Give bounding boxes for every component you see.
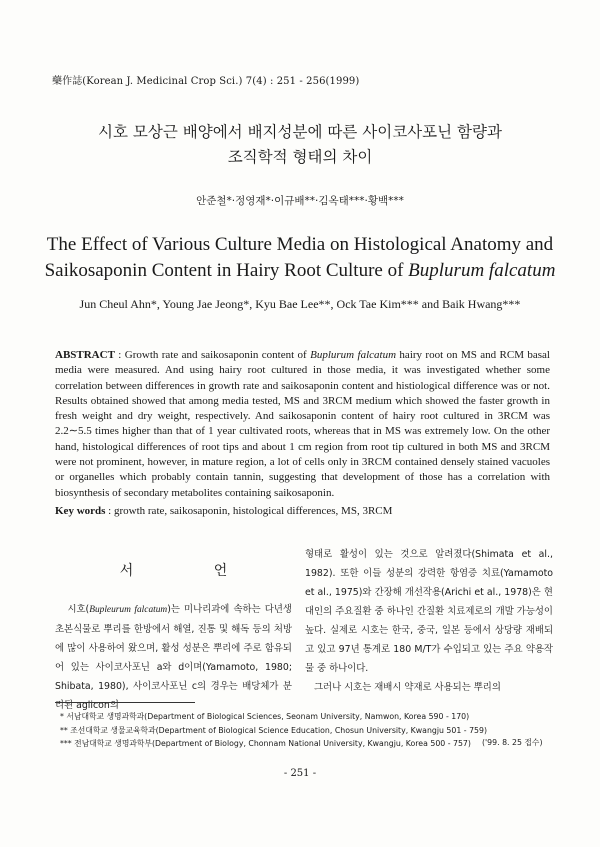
abstract-separator: : — [114, 349, 125, 361]
footnote-2: ** 조선대학교 생물교육학과(Department of Biological Science Education, Chosun University, Kwangju 501 - 759) — [60, 725, 488, 735]
abstract — [55, 348, 550, 501]
right-body-paragraph-2-text: 그러나 시호는 재배시 약재로 사용되는 뿌리의 — [313, 682, 501, 693]
left-column — [55, 540, 292, 715]
english-title-line-2-text: Saikosaponin Content in Hairy Root Culture of — [44, 260, 409, 281]
english-title-line-2 — [0, 258, 600, 284]
english-title-line-1: The Effect of Various Culture Media on Histological Anatomy and — [46, 234, 554, 255]
journal-citation: 藥作誌(Korean J. Medicinal Crop Sci.) 7(4) : 251 - 256(1999) — [52, 76, 360, 87]
footnote-divider — [55, 702, 195, 703]
english-authors: Jun Cheul Ahn*, Young Jae Jeong*, Kyu Bae Lee**, Ock Tae Kim*** and Baik Hwang*** — [79, 297, 521, 311]
received-date: ('99. 8. 25 접수) — [482, 738, 543, 747]
section-heading: 서 언 — [119, 563, 266, 579]
right-column — [305, 545, 553, 697]
footnote-1: * 서남대학교 생명과학과(Department of Biological Sciences, Seonam University, Namwon, Korea 590 - 170) — [60, 712, 470, 721]
keywords-text: growth rate, saikosaponin, histological differences, MS, 3RCM — [113, 505, 393, 517]
page-number: - 251 - — [283, 768, 317, 779]
footnote-3: *** 전남대학교 생명과학부(Department of Biology, Chonnam National University, Kwangju, Korea 500 - 757) — [60, 739, 471, 748]
right-body-paragraph-1: 형태로 활성이 있는 것으로 알려졌다(Shimata et al., 1982). 또한 이들 성분의 강력한 항염증 치료(Yamamoto et al., 1975)와 간장해 개선작용(Arichi et al., 1978)은 현대인의 주요질환 중 하나인 간질환 치료제로의 개발 가능성이 높다. 실제로 시호는 한국, 중국, 일본 등에서 상당량 재배되고 있고 97년 통계로 180 M/T가 수입되고 있는 주요 약용작물 중 하나이다. — [305, 549, 553, 674]
left-body-b: )는 미나리과에 속하는 다년생 초본식물로 뿌리를 한방에서 해열, 진통 및 해독 등의 처방에 많이 사용하여 왔으며, 활성 성분은 뿌리에 주로 함유되어 있는 사이코사포닌 a와 d이며(Yamamoto, 1980; Shibata, 1980), 사이코사포닌 c의 경우는 배당체가 분리된 aglicon의 — [55, 604, 292, 711]
abstract-text-2: hairy root on MS and RCM basal media were measured. And using hairy root cultured in those media, it was investigated whether some correlation between differences in growth rate and saikosaponin content and histiological difference was or not. Results obtained showed that among media tested, MS and 3RCM medium which showed the faster growth in fresh weight and dry weight, respectively. And saikosaponin content of hairy root cultured in 3RCM was 2.2∼5.5 times higher than that of 1 year cultivated roots, whereas that in MS was extremely low. On the other hand, histological differences of root tips and about 1 cm region from root tip cultured in both MS and 3RCM were not prominent, however, in mature region, a lot of cells only in 3RCM contained densely stained vacuoles or organelles which probably contain tannin, suggesting that development of those has a correlation with biosynthesis of secondary metabolites containing saikosaponin. — [55, 349, 550, 499]
korean-title — [0, 120, 600, 170]
keywords-label: Key words — [55, 505, 106, 517]
korean-authors: 안준철*·정영재*·이규배**·김옥태***·황백*** — [196, 195, 404, 207]
english-title — [0, 232, 600, 284]
left-body-paragraph — [55, 600, 292, 715]
left-body-species: Bupleurum falcatum — [89, 605, 168, 615]
korean-title-line-1: 시호 모상근 배양에서 배지성분에 따른 사이코사포닌 함량과 — [98, 123, 502, 141]
abstract-text-1: Growth rate and saikosaponin content of — [124, 349, 311, 361]
keywords — [55, 505, 392, 517]
korean-title-line-2: 조직학적 형태의 차이 — [227, 148, 373, 166]
abstract-species: Buplurum falcatum — [310, 349, 397, 361]
left-body-a: 시호( — [67, 604, 90, 615]
right-body-paragraph-2 — [305, 678, 553, 697]
english-title-species: Buplurum falcatum — [408, 260, 556, 281]
keywords-separator: : — [105, 505, 114, 517]
abstract-label: ABSTRACT — [55, 349, 115, 361]
footnotes — [60, 710, 550, 751]
